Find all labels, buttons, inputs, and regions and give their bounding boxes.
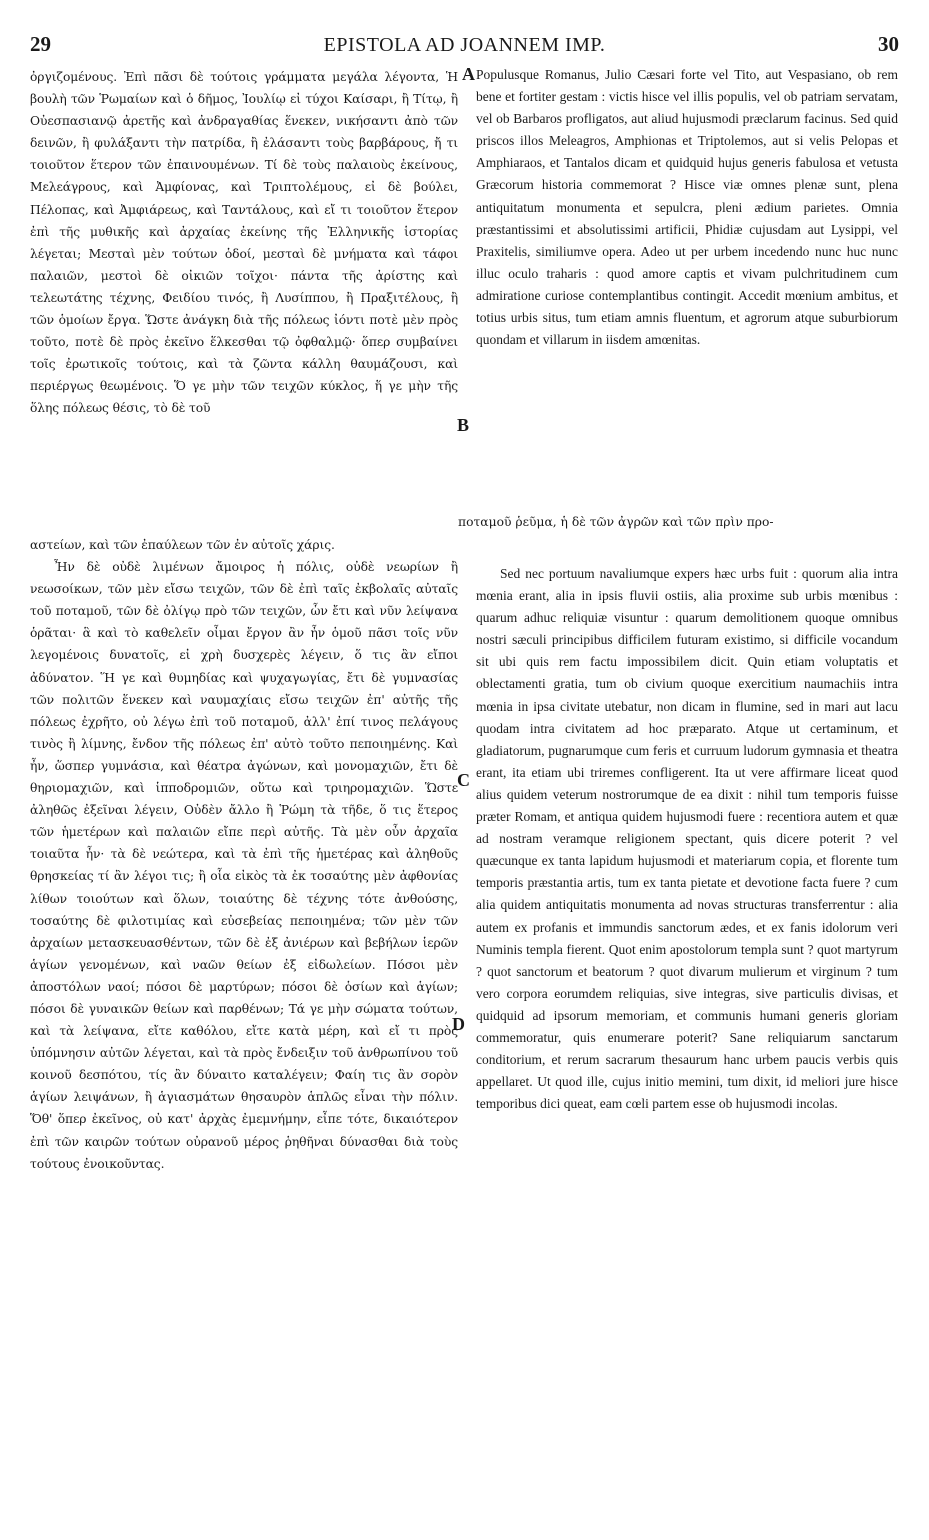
margin-marker-a: A xyxy=(462,64,475,84)
latin-paragraph-2: Sed nec portuum navaliumque expers hæc urbs fuit : quorum alia intra mœnia erant, alia in ipsis fluvii ostiis, alia proxime sub urbis mœnibus : quarum adhuc reliquiæ visuntur : quarum demolitionem quoque omnibus nostri sæculi principibus difficilem futuram existimo, si difficile vocandum sit ubi quis rem factu impossibilem dicit. Quin etiam voluptatis et oblectamenti gratia, tum ob civium quoque exercitium naumachiis intra mœnia in ipsa civitate utebatur, non dicam in flumine, sed in mari aut lacu quodam intra civitatem ad hoc præparato. Atque ut certaminum, et gladiatorum, pugnarumque cum feris et curruum ludorum gymnasia et theatra erant, ita etiam ubi triremes confligerent. Ita ut vere affirmare liceat quod alius quidem veterum nostrorumque de ea dixit : nihil tum temporis fuisse præter Romam, et antiqua quidem hujusmodi fuere : recentiora autem et quæ ad nostram veramque religionem spectant, quis dicere poterit ? vel quæcunque ex tanta lapidum hujusmodi et materiarum copia, et florente tum temporis præstantia artis, tum ex tanta pietate et devotione facta fuere ? cum alia quidem antiquitatis monumenta ad novas structuras transferrentur : alia autem ex profanis et immundis sanctorum ædes, et ex fanis idolorum veri Numinis templa fierent. Quot enim apostolorum templa sunt ? quot martyrum ? quot sanctorum et beatorum ? quot divarum mulierum et virginum ? tum vero corpora eorumdem reliquias, sive integras, sive particulis divisas, et quidquid ad ipsorum memoriam, et communis humani generis gloriam commemoratur, quis enumerare poterit? Sane reliquiarum sanctarum conditorium, et rerum sacrarum thesaurum hanc urbem paucis verbis quis appellaret. Ut quod ille, cujus initio memini, tum dixit, id meliori jure hisce temporibus dici queat, eam cœli partem esse ob hujusmodi incolas. xyxy=(476,566,898,1112)
latin-paragraph-1: Populusque Romanus, Julio Cæsari forte vel Tito, aut Vespasiano, ob rem bene et fortiter gestam : victis hisce vel illis populis, vel ob patriam servatam, vel ob Barbaros profligatos, aut aliud hujusmodi præclarum facinus. Sed quid priscos illos Meleagros, Amphionas et Triptolemos, aut si velis Pelopas et Amphiaraos, et Tantalos dicam et quidquid hujus generis fabulosa et vetusta Græcorum historia commemorat ? Hisce viæ omnes plenæ sunt, plena antiquitatum monumenta et sepulcra, pleni ædium parietes. Omnia præstantissimi et absolutissimi artificii, Phidiæ cujusdam aut Lysippi, vel Praxitelis, similiumve opera. Adeo ut per urbem incedendo nunc huc nunc illuc oculo traharis : quod amore captis et vivam pulchritudinem cum admiratione curiose contemplantibus contingit. Accedit mœnium ambitus, et totius urbis situs, tum etiam amnis fluentum, et agrorum atque suburbiorum quondam et villarum in iisdem amœnitas. xyxy=(476,67,898,348)
greek-paragraph-1: ὀργιζομένους. Ἐπὶ πᾶσι δὲ τούτοις γράμματα μεγάλα λέγοντα, Ἡ βουλὴ τῶν Ῥωμαίων καὶ ὁ δῆμος, Ἰουλίῳ εἰ τύχοι Καίσαρι, ἢ Τίτῳ, ἢ Οὐεσπασιανῷ ἀρετῆς καὶ ἀνδραγαθίας ἕνεκεν, νικήσαντι ἀπὸ τῶν δεινῶν, ἢ φυλάξαντι τὴν πατρίδα, ἢ ἐλάσαντι τοὺς βαρβάρους, ἤ τι τοιοῦτον ἕτερον τῶν ἐπαινουμένων. Τί δὲ τοὺς παλαιοὺς ἐκείνους, Μελεάγρους, καὶ Ἀμφίονας, καὶ Τριπτολέμους, εἰ δὲ βούλει, Πέλοπας, καὶ Ἀμφιάρεως, καὶ Ταντάλους, καὶ εἴ τι τοιοῦτον ἕτερον ἐπὶ τῆς μυθικῆς καὶ ἀρχαίας ἐκείνης τῆς Ἑλληνικῆς ἱστορίας λέγεται; Μεσταὶ μὲν τούτων ὁδοί, μεσταὶ δὲ μνήματα καὶ τάφοι παλαιῶν, μεστοὶ δὲ οἰκιῶν τοῖχοι· πάντα τῆς ἀρίστης καὶ τελεωτάτης τέχνης, Φειδίου τινός, ἢ Λυσίππου, ἢ Πραξιτέλους, ἢ τῶν ὁμοίων ἔργα. Ὥστε ἀνάγκη διὰ τῆς πόλεως ἰόντι ποτὲ μὲν πρὸς τοῦτο, ποτὲ δὲ πρὸς ἐκεῖνο ἕλκεσθαι τῷ ὀφθαλμῷ· ὅπερ συμβαίνει τοῖς ἐρωτικοῖς τούτοις, καὶ τὰ ζῶντα κάλλη θαυμάζουσι, καὶ περιέργως θεωμένοις. Ὅ γε μὴν τῶν τειχῶν κύκλος, ἥ γε μὴν τῆς ὅλης πόλεως θέσις, τὸ δὲ τοῦ xyxy=(30,70,458,416)
greek-column-lower xyxy=(30,534,458,1175)
greek-bleed-continuation: αστείων, καὶ τῶν ἐπαύλεων τῶν ἐν αὐτοῖς χάρις. xyxy=(30,538,335,552)
page-header xyxy=(30,32,899,56)
margin-marker-d: D xyxy=(452,1014,465,1034)
page-number-right: 30 xyxy=(878,32,899,56)
latin-column-upper xyxy=(476,64,898,351)
latin-column-lower xyxy=(476,563,898,1115)
running-title: EPISTOLA AD JOANNEM IMP. xyxy=(323,34,606,56)
greek-bleed-line: ποταμοῦ ῥεῦμα, ἡ δὲ τῶν ἀγρῶν καὶ τῶν πρὶν προ- xyxy=(458,515,774,529)
greek-paragraph-2: Ἦν δὲ οὐδὲ λιμένων ἄμοιρος ἡ πόλις, οὐδὲ νεωρίων ἢ νεωσοίκων, τῶν μὲν εἴσω τειχῶν, τῶν δὲ ἐπὶ ταῖς ἐκβολαῖς αὐταῖς τοῦ ποταμοῦ, τῶν δὲ ὀλίγῳ πρὸ τῶν τειχῶν, ὧν ἔτι καὶ νῦν λείψανα ὁρᾶται· ἃ καὶ τὸ καθελεῖν οἶμαι ἔργον ἂν ἦν ὁμοῦ πᾶσι τοῖς νῦν λεγομένοις δυνατοῖς, εἰ χρὴ δυσχερὲς λέγειν, ὅ τις ἂν εἴποι ἀδύνατον. Ἥ γε καὶ θυμηδίας καὶ ψυχαγωγίας, ἔτι δὲ γυμνασίας τῶν πολιτῶν ἕνεκεν καὶ ναυμαχίαις εἴσω τειχῶν ἐπ' αὐτῆς τῆς πόλεως ἐχρῆτο, οὐ λέγω ἐπὶ τοῦ ποταμοῦ, ἀλλ' ἐπί τινος πελάγους τινὸς ἢ λίμνης, ἔνδον τῆς πόλεως ἐπ' αὐτὸ τοῦτο πεποιημένης. Καὶ ἦν, ὥσπερ γυμνάσια, καὶ θέατρα ἀγώνων, καὶ μονομαχιῶν, ἔτι δὲ θηριομαχιῶν, καὶ ἱπποδρομιῶν, οὕτω καὶ τριηρομαχιῶν. Ὥστε ἀληθῶς ἐξεῖναι λέγειν, Οὐδὲν ἄλλο ἢ Ῥώμη τὰ τῆδε, ὅ τις ἕτερος τῶν ἡμετέρων καὶ παλαιῶν εἴπε περὶ αὐτῆς. Τὰ μὲν οὖν ἀρχαῖα τοιαῦτα ἦν· τὰ δὲ νεώτερα, καὶ τὰ ἐπὶ τῆς ἡμετέρας καὶ ἀληθοῦς θρησκείας τί ἂν λέγοι τις; ἢ οἷα εἰκὸς τὰ ἐκ τοσαύτης μὲν ἀφθονίας λίθων τοιούτων καὶ ὅλων, τοιαύτης δὲ τέχνης τότε ἀνθούσης, τοσαύτης δὲ φιλοτιμίας καὶ εὐσεβείας πεποιημένα; τῶν μὲν τῶν ἀρχαίων μετασκευασθέντων, τῶν δὲ ἐξ ἀνιέρων καὶ βεβήλων ἱερῶν ἁγίων γενομένων, καὶ ναῶν θείων ἐξ εἰδωλείων. Πόσοι μὲν ἀποστόλων ναοί; πόσοι δὲ μαρτύρων; πόσοι δὲ ὁσίων καὶ ἁγίων; πόσοι δὲ γυναικῶν θείων καὶ παρθένων; Τά γε μὴν σώματα τούτων, καὶ τὰ λείψανα, εἴτε καθόλου, εἴτε κατὰ μέρη, καὶ εἴ τι πρὸς ὑπόμνησιν αὐτῶν λέγεται, καὶ τὰ πρὸς ἔνδειξιν τοῦ ἀνθρωπίνου τοῦ κοινοῦ δεσπότου, τίς ἂν δύναιτο καταλέγειν; Φαίη τις ἂν σορὸν ἁγίων λειψάνων, ἢ ἁγιασμάτων θησαυρὸν ἁπλῶς εἶναι τὴν πόλιν. Ὅθ' ὅπερ ἐκεῖνος, οὐ κατ' ἀρχὰς ἐμεμνήμην, εἶπε τότε, δικαιότερον ἐπὶ τῶν καιρῶν τούτων οὐρανοῦ μέρος ῥηθῆναι δύνασθαι διὰ τοὺς τούτους ἐνοικοῦντας. xyxy=(30,560,458,1171)
margin-marker-c: C xyxy=(457,770,470,790)
greek-column-upper xyxy=(30,66,458,420)
page-number-left: 29 xyxy=(30,32,51,56)
margin-marker-b: B xyxy=(457,415,470,435)
